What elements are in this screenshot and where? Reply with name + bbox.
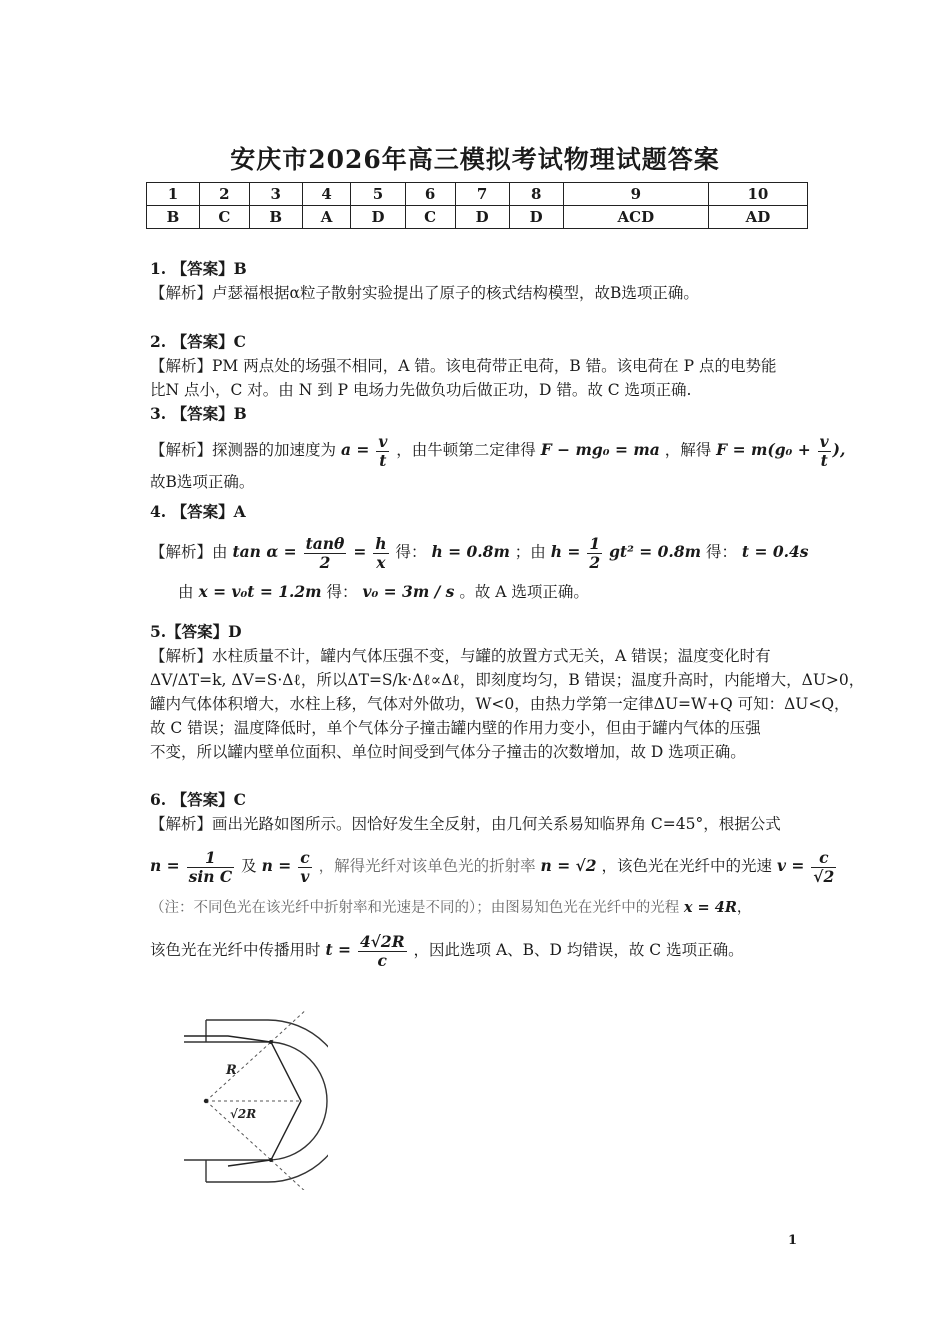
table-cell: B: [147, 206, 200, 229]
fraction-h-over-x: $\frac{h}{x}$: [375, 533, 387, 572]
table-cell: 9: [563, 183, 708, 206]
table-cell: D: [351, 206, 405, 229]
fiber-light-path-figure: [178, 1010, 328, 1190]
page-number: 1: [788, 1233, 798, 1248]
table-cell: D: [509, 206, 563, 229]
question-5: 5.【答案】D 【解析】水柱质量不计，罐内气体压强不变，与罐的放置方式无关，A 错误；温度变化时有 ΔV/ΔT=k, ΔV=S·Δℓ，所以ΔT=S/k·Δℓ∝Δℓ，即刻度均匀，B 错误；温度升高时，内能增大，ΔU>0， 罐内气体体积增大，水柱上移，气体对外做功，W<0，由热力学第一定律ΔU=W+Q 可知：ΔU<Q， 故 C 错误；温度降低时，单个气体分子撞击罐内壁的作用力变小，但由于罐内气体的压强 不变，所以罐内壁单位面积、单位时间受到气体分子撞击的次数增加，故 D 选项正确。: [150, 622, 865, 761]
q6-formula-line: n = $\frac{1}{\text{sin C}}$ 及 n = $\frac{c}{v}$ ，解得光纤对该单色光的折射率 n = √2 ，该色光在光纤中的光速 v = $\frac{c}{√2}$: [150, 847, 835, 886]
fraction-c-over-v: $\frac{c}{v}$: [300, 847, 310, 886]
q1-analysis: 【解析】卢瑟福根据α粒子散射实验提出了原子的核式结构模型，故B选项正确。: [150, 284, 699, 302]
table-cell: 7: [455, 183, 509, 206]
table-cell: D: [455, 206, 509, 229]
answer-table-answer-row: [147, 206, 808, 229]
q2-analysis-line1: 【解析】PM 两点处的场强不相同，A 错。该电荷带正电荷，B 错。该电荷在 P 点的电势能: [150, 357, 777, 375]
question-6: 6. 【答案】C 【解析】画出光路如图所示。因恰好发生全反射，由几何关系易知临界角 C=45°，根据公式 n = $\frac{1}{\text{sin C}}$ 及 n = $\frac{c}{v}$ ，解得光纤对该单色光的折射率 n = √2 ，该色光在光纤中的光速 v = $\frac{c}{√2}$ （注：不同色光在该光纤中折射率和光速是不同的）；由图易知色光在光纤中的光程 x = 4R， 该色光在光纤中传播用时 t = $\frac{4√2R}{c}$ ，因此选项 A、B、D 均错误，故 C 选项正确。: [150, 788, 810, 972]
q6-time-line: 该色光在光纤中传播用时 t = $\frac{4√2R}{c}$ ，因此选项 A、B、D 均错误，故 C 选项正确。: [150, 931, 744, 970]
question-3: [150, 402, 846, 494]
label-R: R: [226, 1063, 237, 1078]
page-title: 安庆市2026年高三模拟考试物理试题答案: [230, 145, 720, 174]
q3-formula-result: F = m(g₀ +: [716, 440, 811, 459]
table-cell: AD: [708, 206, 807, 229]
q3-analysis-line1: 【解析】探测器的加速度为 a = $\frac{v}{t}$ ，由牛顿第二定律得 F − mg₀ = ma ，解得 F = m(g₀ + $\frac{v}{t}$ ),: [150, 431, 846, 470]
label-sqrt2R: √2R: [230, 1107, 257, 1121]
fraction-one-over-sinC: $\frac{1}{\text{sin C}}$: [188, 847, 233, 886]
q3-text-b: ，由牛顿第二定律得: [396, 441, 536, 459]
q6-answer-head: 6. 【答案】C: [150, 790, 246, 809]
fraction-c-over-sqrt2: $\frac{c}{√2}$: [813, 847, 835, 886]
fraction-v-over-t: $\frac{v}{t}$: [378, 431, 388, 470]
q5-answer-head: 5.【答案】D: [150, 622, 242, 641]
table-cell: C: [199, 206, 249, 229]
fraction-one-half: $\frac{1}{2}$: [589, 533, 601, 572]
fraction-tan-theta-over-2: $\frac{\tan\theta}{2}$: [305, 533, 345, 572]
table-cell: 6: [405, 183, 455, 206]
q3-text-a: 【解析】探测器的加速度为: [150, 441, 337, 459]
q4-analysis-line2: 由 x = v₀t = 1.2m 得： v₀ = 3m / s 。故 A 选项正确。: [178, 582, 589, 601]
q3-answer-head: 3. 【答案】B: [150, 404, 247, 423]
table-cell: A: [302, 206, 351, 229]
question-1: [150, 257, 810, 305]
table-cell: C: [405, 206, 455, 229]
q1-answer-head: 1. 【答案】B: [150, 259, 247, 278]
answer-table: [146, 182, 808, 229]
radius-R-line: [206, 1042, 271, 1101]
q3-formula-newton: F − mg₀ = ma: [540, 440, 660, 459]
q3-analysis-line2: 故B选项正确。: [150, 473, 255, 491]
table-cell: 10: [708, 183, 807, 206]
question-4: [150, 500, 810, 604]
q3-text-c: ，解得: [664, 441, 712, 459]
question-2: [150, 330, 810, 402]
answer-table-number-row: [147, 183, 808, 206]
table-cell: ACD: [563, 206, 708, 229]
q4-analysis-line1: 【解析】由 tan α = $\frac{\tan\theta}{2}$ = $\frac{h}{x}$ 得： h = 0.8m ；由 h = $\frac{1}{2}$ gt² = 0.8m 得： t = 0.4s: [150, 533, 809, 572]
q6-note-line: （注：不同色光在该光纤中折射率和光速是不同的）；由图易知色光在光纤中的光程 x = 4R，: [150, 899, 752, 916]
table-cell: 4: [302, 183, 351, 206]
fraction-v-over-t-2: $\frac{v}{t}$: [819, 431, 829, 470]
center-point: [204, 1099, 208, 1103]
q4-answer-head: 4. 【答案】A: [150, 502, 246, 521]
table-cell: 1: [147, 183, 200, 206]
table-cell: B: [249, 206, 302, 229]
table-cell: 5: [351, 183, 405, 206]
table-cell: 2: [199, 183, 249, 206]
q2-answer-head: 2. 【答案】C: [150, 332, 246, 351]
fraction-time: $\frac{4√2R}{c}$: [359, 931, 405, 970]
table-cell: 3: [249, 183, 302, 206]
table-cell: 8: [509, 183, 563, 206]
q2-analysis-line2: 比N 点小，C 对。由 N 到 P 电场力先做负功后做正功，D 错。故 C 选项正确.: [150, 381, 692, 399]
